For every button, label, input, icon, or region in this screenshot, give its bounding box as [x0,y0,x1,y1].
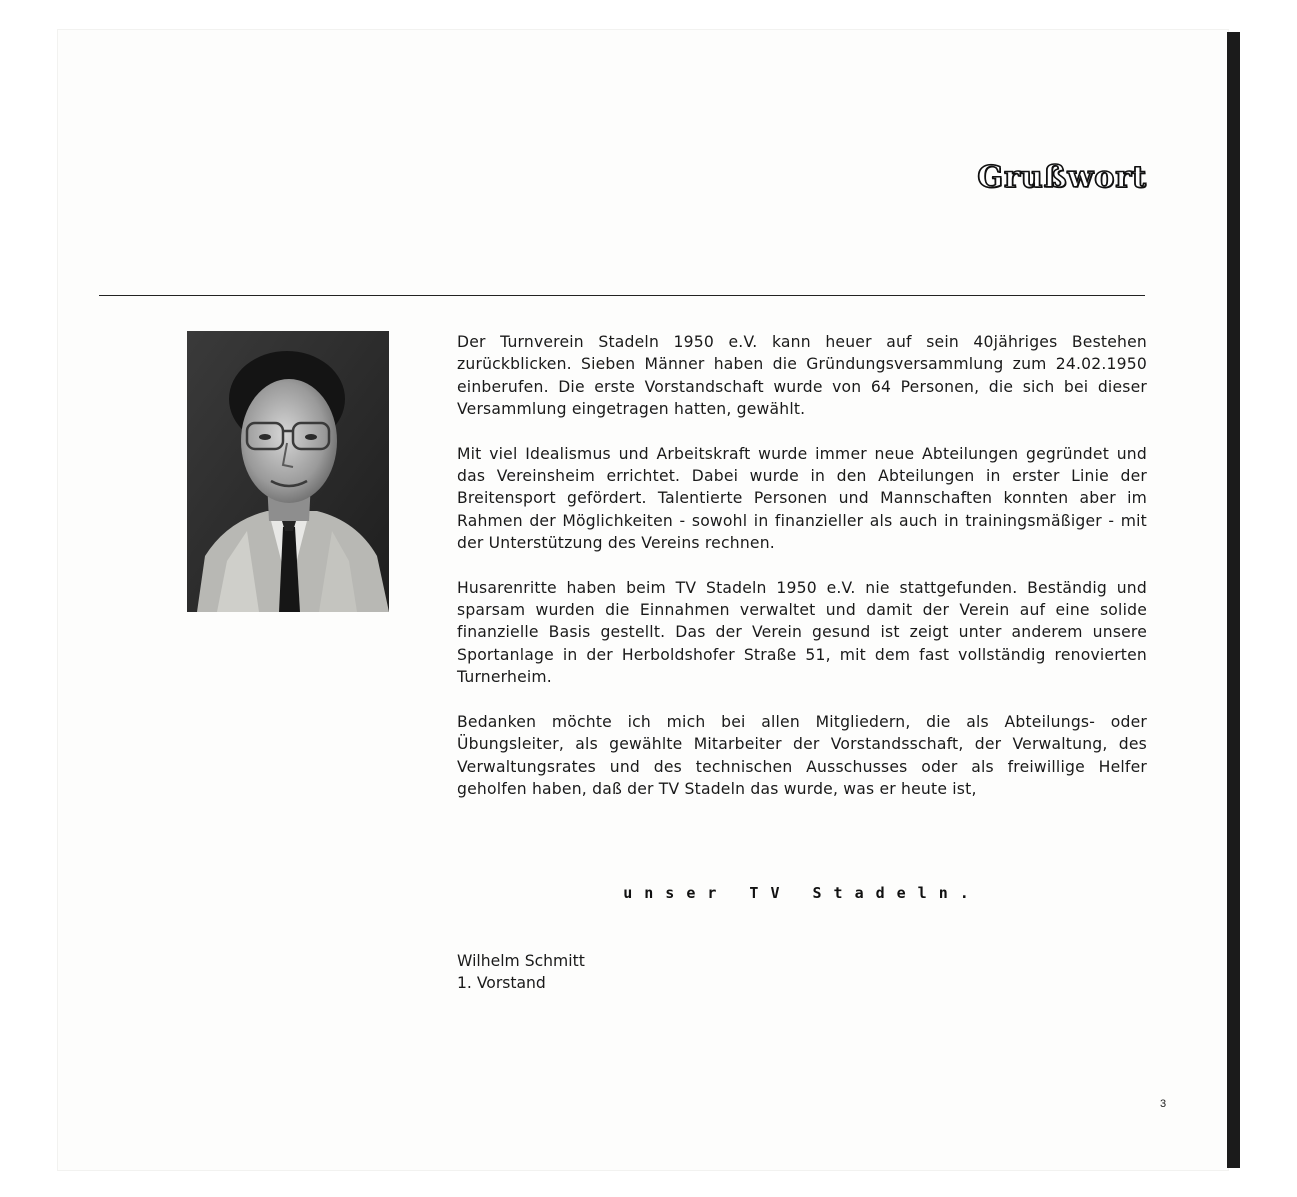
paragraph-1: Der Turnverein Stadeln 1950 e.V. kann heuer auf sein 40jähriges Bestehen zurückblicken. Sieben Männer haben die Gründungsversammlung zum 24.02.1950 einberufen. Die erste Vorstandschaft wurde von 64 Personen, die sich bei dieser Versammlung eingetragen hatten, gewählt. [457,333,1147,419]
page-heading: Grußwort [977,160,1147,195]
signature-block [457,950,585,995]
greeting-text [457,331,1147,822]
page-spine-edge [1227,32,1240,1168]
closing-line: unser TV Stadeln. [623,884,981,902]
signer-title: 1. Vorstand [457,974,546,993]
paragraph-2: Mit viel Idealismus und Arbeitskraft wurde immer neue Abteilungen gegründet und das Vereinsheim errichtet. Dabei wurde in den Abteilungen in erster Linie der Breitensport gefördert. Talentierte Personen und Mannschaften konnten aber im Rahmen der Möglichkeiten - sowohl in finanzieller als auch in trainingsmäßiger - mit der Unterstützung des Vereins rechnen. [457,444,1147,553]
portrait-photo [187,331,389,612]
heading-divider [99,295,1145,296]
signer-name: Wilhelm Schmitt [457,952,585,970]
paragraph-4: Bedanken möchte ich mich bei allen Mitgliedern, die als Abteilungs- oder Übungsleiter, als gewählte Mitarbeiter der Vorstandsschaft, der Verwaltung, des Verwaltungsrates und des technischen Ausschusses oder als freiwillige Helfer geholfen haben, daß der TV Stadeln das wurde, was er heute ist, [457,712,1147,798]
paragraph-3: Husarenritte haben beim TV Stadeln 1950 e.V. nie stattgefunden. Beständig und sparsam wurden die Einnahmen verwaltet und damit der Verein auf eine solide finanzielle Basis gestellt. Das der Verein gesund ist zeigt unter anderem unsere Sportanlage in der Herboldshofer Straße 51, mit dem fast vollständig renovierten Turnerheim. [457,578,1147,687]
page-number: 3 [1160,1098,1167,1110]
